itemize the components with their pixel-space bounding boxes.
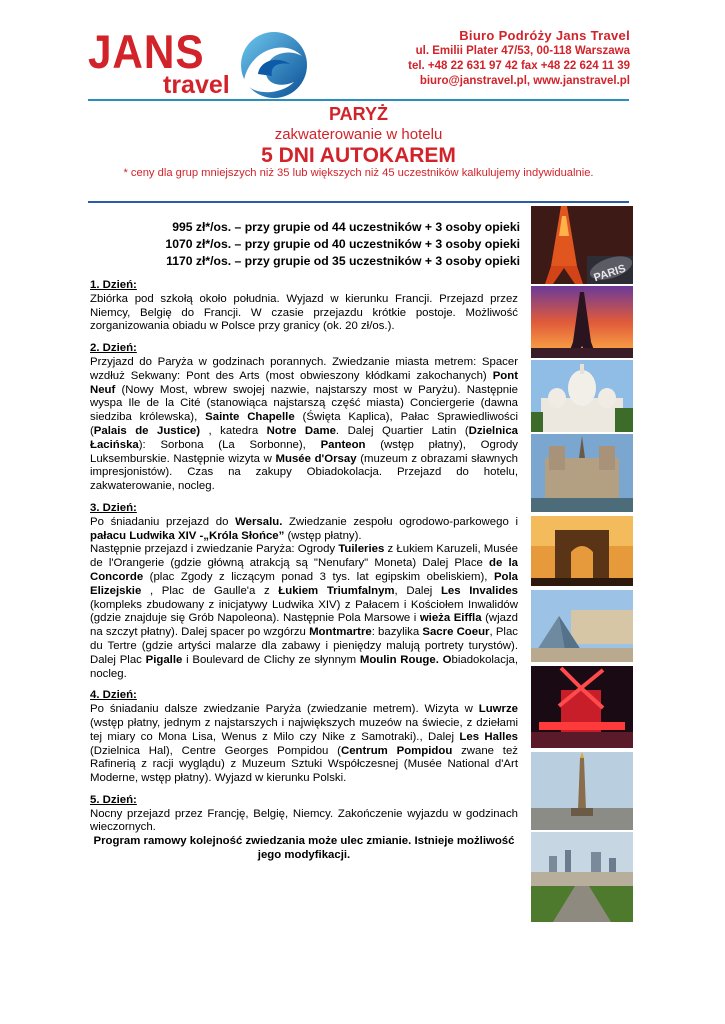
agency-address: ul. Emilii Plater 47/53, 00-118 Warszawa: [415, 45, 630, 57]
destination-title: PARYŻ: [328, 104, 388, 124]
agency-email-web[interactable]: biuro@janstravel.pl, www.janstravel.pl: [419, 75, 630, 87]
day-heading: 2. Dzień:: [90, 342, 137, 355]
eiffel-tower-sunset-photo: [531, 286, 633, 358]
price-line: 995 zł*/os. – przy grupie od 44 uczestników + 3 osoby opieki: [172, 220, 520, 234]
day-heading: 1. Dzień:: [90, 279, 137, 291]
wave-icon: [236, 30, 316, 100]
header-divider: [88, 99, 629, 101]
day-heading: 4. Dzień:: [90, 689, 137, 702]
price-note: * ceny dla grup mniejszych niż 35 lub większych niż 45 uczestników kalkulujemy indywidualnie.: [123, 167, 594, 179]
moulin-rouge-photo: [531, 666, 633, 748]
day-description: Nocny przejazd przez Francję, Belgię, Niemcy. Zakończenie wyjazdu w godzinach wieczornych.: [90, 807, 518, 834]
accommodation-subtitle: zakwaterowanie w hotelu: [274, 126, 443, 143]
day-description: Po śniadaniu dalsze zwiedzanie Paryża (zwiedzanie metrem). Wizyta w Luwrze (wstęp płatny, jednym z najstarszych i największych muzeów na świecie, z dziełami tej miary co Mona Lisa, Wenus z Milo czy Nike z Samotraki)., Dalej Les Halles (Dzielnica Hal), Centre Georges Pompidou (Centrum Pompidou zwane też Rafinerią z racji wyglądu) z Muzeum Sztuki Współczesnej (Musée National d'Art Moderne, wstęp płatny). Wyjazd w kierunku Polski.: [90, 703, 519, 785]
sacre-coeur-photo: [531, 360, 633, 432]
day-description: Przyjazd do Paryża w godzinach porannych. Zwiedzanie miasta metrem: Spacer wzdłuż Sekwany: Pont des Arts (most obwieszony kłódkami zakochanych) Pont Neuf (Nowy Most, wbrew swojej nazwie, najstarszy most w Paryżu). Następnie wyspa Ile de la Cité (stanowiąca najstarszą część miasta) Conciergerie (dawna siedziba królewska), Sainte Chapelle (Święta Kaplica), Pałac Sprawiedliwości (Palais de Justice) , katedra Notre Dame. Dalej Quartier Latin (Dzielnica Łacińska): Sorbona (La Sorbonne), Panteon (wstęp płatny), Ogrody Luksemburskie. Następnie wizyta w Musée d'Orsay (muzeum z obrazami sławnych impresjonistów). Czas na zakupy Obiadokolacja. Przejazd do hotelu, zakwaterowanie, nocleg.: [90, 355, 519, 493]
day-description: Zbiórka pod szkołą około południa. Wyjazd w kierunku Francji. Przejazd przez Niemcy, Belgię do Francji. W czasie przejazdu krótkie postoje. Możliwość zorganizowania obiadu w Polsce przy granicy (ok. 20 zł/os.).: [90, 292, 518, 333]
agency-contact: [408, 28, 630, 89]
louvre-pyramid-photo: [531, 590, 633, 662]
eiffel-tower-night-photo: [531, 206, 633, 284]
company-logo: [88, 25, 248, 100]
title-divider: [88, 201, 629, 203]
svg-text:PARIS: PARIS: [592, 262, 628, 284]
itinerary: [90, 279, 518, 863]
price-list: [110, 219, 520, 270]
price-line: 1170 zł*/os. – przy grupie od 35 uczestników + 3 osoby opieki: [166, 254, 520, 268]
day-description: Po śniadaniu przejazd do Wersalu. Zwiedzanie zespołu ogrodowo-parkowego i pałacu Ludwika XIV -„Króla Słońce” (wstęp płatny). Następnie przejazd i zwiedzanie Paryża: Ogrody Tuileries z Łukiem Karuzeli, Musée de l'Orangerie (gdzie główną atrakcją są "Nenufary" Moneta) Dalej Place de la Concorde (plac Zgody z liczącym ponad 3 tys. lat egipskim obeliskiem), Pola Elizejskie , Plac de Gaulle'a z Łukiem Triumfalnym, Dalej Les Invalides (kompleks zbudowany z inicjatywy Ludwika XIV) z Pałacem i Kościołem Inwalidów (gdzie znajduje się Grób Napoleona). Następnie Pola Marsowe i wieża Eiffla (wjazd na szczyt płatny). Dalej spacer po wzgórzu Montmartre: bazylika Sacre Coeur, Plac du Tertre (gdzie artyści malarze dla zabawy i pieniędzy malują portrety turystów). Dalej Plac Pigalle i Boulevard de Clichy ze słynnym Moulin Rouge. Obiadokolacja, nocleg.: [90, 515, 518, 680]
day-heading: 5. Dzień:: [90, 793, 137, 806]
program-note: Program ramowy kolejność zwiedzania może ulec zmianie. Istnieje możliwość jego modyfikacji.: [93, 835, 515, 862]
day-heading: 3. Dzień:: [90, 501, 137, 514]
duration-title: 5 DNI AUTOKAREM: [261, 144, 456, 167]
champs-elysees-photo: [531, 832, 633, 922]
agency-name: Biuro Podróży Jans Travel: [459, 28, 630, 43]
logo-jans-text: JANS: [88, 25, 205, 78]
agency-phone: tel. +48 22 631 97 42 fax +48 22 624 11 39: [408, 60, 630, 72]
obelisk-concorde-photo: [531, 752, 633, 830]
notre-dame-photo: [531, 434, 633, 512]
logo-travel-text: travel: [163, 71, 230, 99]
arc-de-triomphe-photo: [531, 516, 633, 586]
price-line: 1070 zł*/os. – przy grupie od 40 uczestników + 3 osoby opieki: [165, 237, 520, 251]
